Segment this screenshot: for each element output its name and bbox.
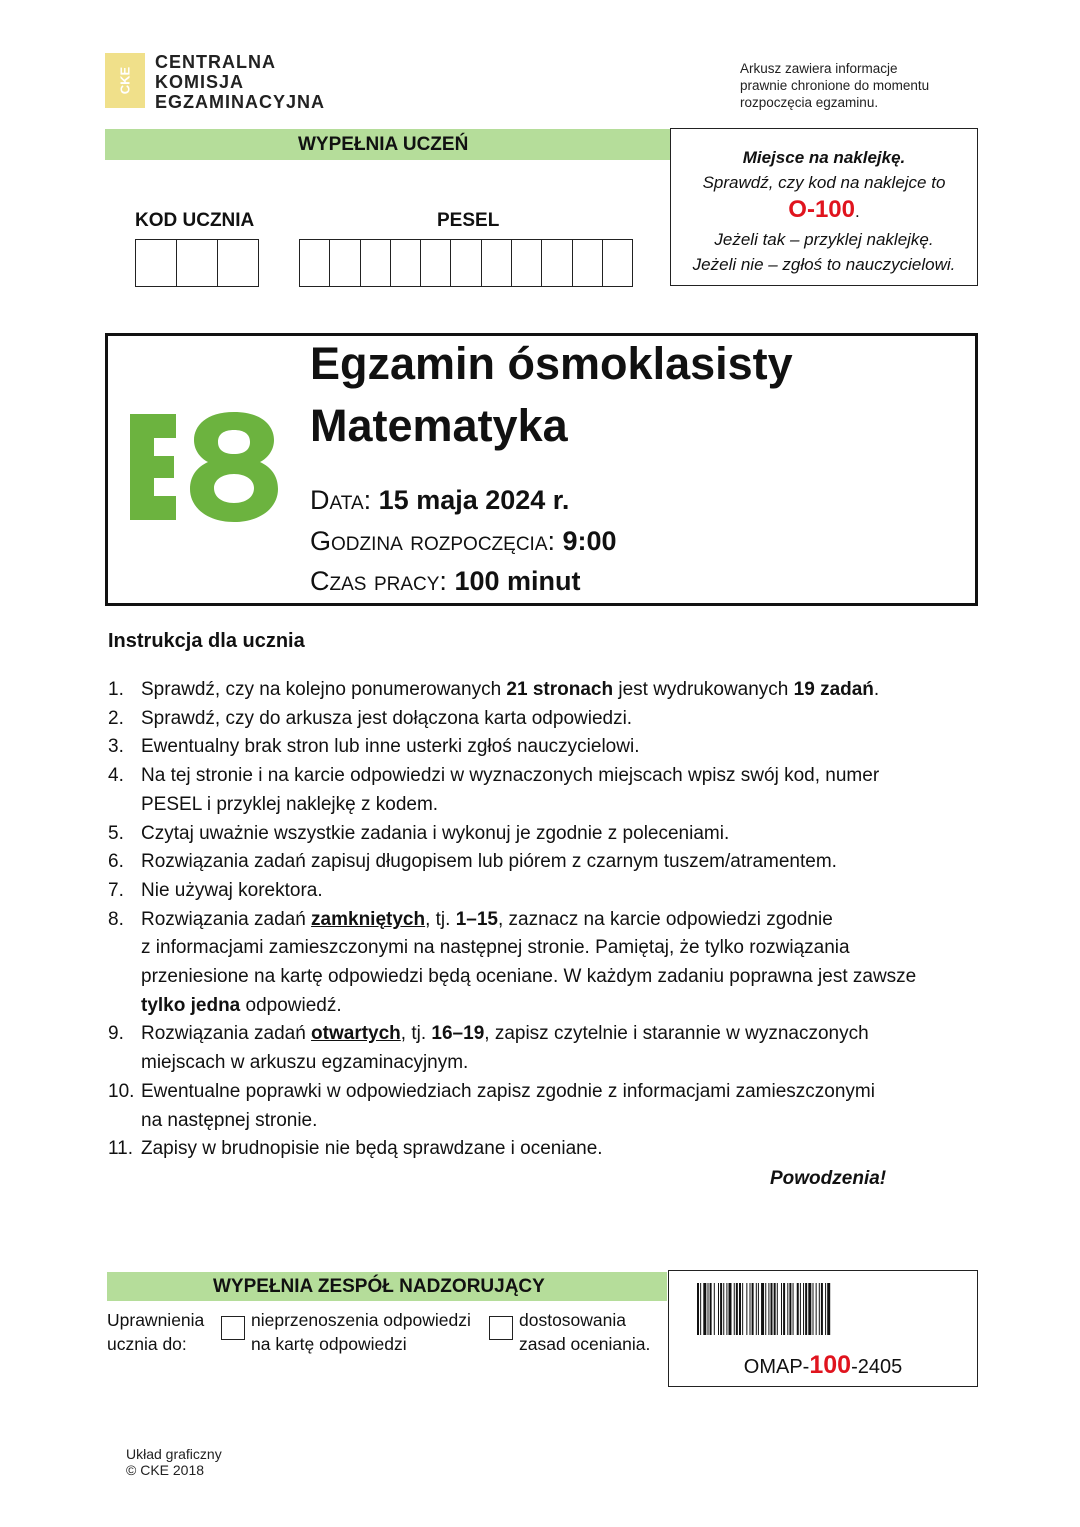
- item-text: PESEL i przyklej naklejkę z kodem.: [141, 793, 439, 815]
- item-underlined: otwartych: [311, 1023, 401, 1045]
- exam-duration: [310, 566, 580, 597]
- e8-logo: [130, 412, 278, 522]
- start-label: Godzina rozpoczęcia:: [310, 526, 556, 556]
- item-text: Ewentualne poprawki w odpowiedziach zapisz zgodnie z informacjami zamieszczonymi: [141, 1080, 875, 1102]
- item-text: jest wydrukowanych: [613, 679, 794, 700]
- item-text: Ewentualny brak stron lub inne usterki zgłoś nauczycielowi.: [141, 736, 640, 758]
- pesel-box[interactable]: [451, 240, 481, 286]
- footer-line-2: © CKE 2018: [126, 1462, 205, 1478]
- item-number: 7.: [108, 879, 124, 901]
- exam-start: [310, 526, 617, 557]
- item-number: 8.: [108, 908, 124, 930]
- item-text: , zapisz czytelnie i starannie w wyznaczonych: [484, 1023, 869, 1045]
- pesel-box[interactable]: [512, 240, 542, 286]
- confidential-line-2: prawnie chronione do momentu: [740, 78, 930, 93]
- e8-logo-e: [130, 414, 176, 520]
- item-text: z informacjami zamieszczonymi na następnej stronie. Pamiętaj, że tylko rozwiązania: [141, 937, 850, 959]
- permissions-line-2: ucznia do:: [107, 1334, 187, 1354]
- barcode-number: 100: [809, 1351, 852, 1379]
- e8-logo-8: [190, 412, 278, 522]
- date-value: 15 maja 2024 r.: [378, 485, 570, 515]
- org-name-line-3: EGZAMINACYJNA: [155, 92, 326, 112]
- pesel-boxes[interactable]: [299, 239, 633, 287]
- item-text: Sprawdź, czy na kolejno ponumerowanych: [141, 679, 507, 700]
- adjusted-grading-label: [519, 1308, 650, 1356]
- duration-value: 100 minut: [454, 566, 581, 596]
- pesel-box[interactable]: [300, 240, 330, 286]
- item-text: , tj.: [400, 1023, 432, 1045]
- list-item: [108, 705, 978, 734]
- list-item: [108, 820, 978, 849]
- pesel-box[interactable]: [603, 240, 632, 286]
- no-transfer-label: [251, 1308, 471, 1356]
- adjusted-grading-checkbox[interactable]: [489, 1316, 513, 1340]
- org-name-line-2: KOMISJA: [155, 72, 245, 92]
- cke-logo-letters: CKE: [117, 66, 133, 95]
- org-name: [155, 52, 325, 112]
- item-text: Rozwiązania zadań: [141, 1023, 312, 1045]
- item-number: 3.: [108, 736, 124, 758]
- item-bold: 16–19: [431, 1023, 485, 1045]
- item-text: Rozwiązania zadań: [141, 908, 312, 930]
- list-item: [108, 1078, 978, 1135]
- adjusted-grading-line-2: zasad oceniania.: [519, 1334, 651, 1354]
- supervisor-section-title: WYPEŁNIA ZESPÓŁ NADZORUJĄCY: [213, 1275, 545, 1297]
- list-item: [108, 1135, 978, 1164]
- code-box[interactable]: [177, 240, 218, 286]
- list-item: [108, 676, 978, 705]
- item-number: 9.: [108, 1023, 124, 1045]
- org-name-line-1: CENTRALNA: [155, 52, 276, 72]
- footer-line-1: Układ graficzny: [126, 1446, 222, 1462]
- item-number: 4.: [108, 765, 124, 787]
- item-underlined: zamkniętych: [311, 908, 426, 930]
- item-text: Czytaj uważnie wszystkie zadania i wykonuj je zgodnie z poleceniami.: [141, 822, 730, 844]
- item-text: przeniesione na kartę odpowiedzi będą oceniane. W każdym zadaniu poprawna jest zawsze: [141, 966, 917, 988]
- pesel-label: PESEL: [437, 210, 500, 231]
- pesel-box[interactable]: [330, 240, 360, 286]
- barcode-box: [668, 1270, 978, 1387]
- date-label: Data:: [310, 485, 372, 515]
- list-item: [108, 762, 978, 819]
- barcode-code: [669, 1351, 977, 1380]
- item-text: Rozwiązania zadań zapisuj długopisem lub piórem z czarnym tuszem/atramentem.: [141, 851, 837, 873]
- adjusted-grading-line-1: dostosowania: [519, 1310, 627, 1330]
- sticker-line-2: Sprawdź, czy kod na naklejce to: [702, 173, 946, 192]
- item-bold: 1–15: [455, 908, 498, 930]
- item-text: , tj.: [425, 908, 456, 930]
- list-item: [108, 906, 978, 1021]
- duration-label: Czas pracy:: [310, 566, 447, 596]
- item-text: Nie używaj korektora.: [141, 879, 323, 901]
- start-value: 9:00: [562, 526, 617, 556]
- item-number: 1.: [108, 679, 124, 700]
- item-bold: 21 stronach: [506, 679, 614, 700]
- sticker-line-3: Jeżeli tak – przyklej naklejkę.: [714, 230, 934, 249]
- confidential-notice: [740, 60, 929, 111]
- item-bold: 19 zadań: [793, 679, 874, 700]
- list-item: [108, 1020, 978, 1077]
- item-number: 6.: [108, 851, 124, 873]
- barcode-prefix: OMAP-: [743, 1356, 810, 1378]
- student-code-boxes[interactable]: [135, 239, 259, 287]
- item-text: , zaznacz na karcie odpowiedzi zgodnie: [498, 908, 833, 930]
- instructions-list: [108, 676, 978, 1164]
- list-item: [108, 848, 978, 877]
- student-section-bar: [105, 129, 670, 160]
- confidential-line-1: Arkusz zawiera informacje: [740, 61, 898, 76]
- permissions-label: [107, 1308, 204, 1356]
- student-code-label: KOD UCZNIA: [135, 210, 255, 231]
- item-text: .: [873, 679, 880, 700]
- item-bold: tylko jedna: [141, 994, 241, 1016]
- closing-text: Powodzenia!: [770, 1168, 887, 1189]
- cke-logo-mark: [105, 53, 145, 108]
- item-text: Sprawdź, czy do arkusza jest dołączona karta odpowiedzi.: [141, 707, 633, 729]
- permissions-line-1: Uprawnienia: [107, 1310, 205, 1330]
- item-number: 5.: [108, 822, 124, 844]
- item-text: Zapisy w brudnopisie nie będą sprawdzane i oceniane.: [141, 1138, 603, 1160]
- item-number: 10.: [108, 1080, 135, 1102]
- sticker-line-1: Miejsce na naklejkę.: [742, 148, 906, 167]
- item-text: odpowiedź.: [240, 994, 342, 1016]
- footer: [126, 1446, 222, 1478]
- supervisor-section-bar: [107, 1272, 667, 1301]
- student-section-title: WYPEŁNIA UCZEŃ: [298, 133, 469, 155]
- item-text: miejscach w arkuszu egzaminacyjnym.: [141, 1052, 469, 1074]
- no-transfer-checkbox[interactable]: [221, 1316, 245, 1340]
- no-transfer-line-2: na kartę odpowiedzi: [251, 1334, 407, 1354]
- item-number: 2.: [108, 707, 124, 729]
- exam-subject: Matematyka: [310, 400, 568, 451]
- item-number: 11.: [108, 1138, 134, 1160]
- barcode-image: [697, 1283, 949, 1335]
- pesel-box[interactable]: [361, 240, 391, 286]
- instructions-heading: Instrukcja dla ucznia: [108, 630, 305, 652]
- pesel-box[interactable]: [542, 240, 572, 286]
- pesel-box[interactable]: [421, 240, 451, 286]
- confidential-line-3: rozpoczęcia egzaminu.: [740, 95, 879, 110]
- list-item: [108, 733, 978, 762]
- pesel-box[interactable]: [391, 240, 421, 286]
- no-transfer-line-1: nieprzenoszenia odpowiedzi: [251, 1310, 471, 1330]
- barcode-suffix: -2405: [851, 1356, 903, 1378]
- item-text: na następnej stronie.: [141, 1109, 318, 1131]
- list-item: [108, 877, 978, 906]
- exam-date: [310, 485, 569, 516]
- sticker-line-4: Jeżeli nie – zgłoś to nauczycielowi.: [692, 255, 956, 274]
- exam-title: Egzamin ósmoklasisty: [310, 338, 793, 389]
- code-box[interactable]: [136, 240, 177, 286]
- pesel-box[interactable]: [482, 240, 512, 286]
- code-box[interactable]: [218, 240, 258, 286]
- sticker-area: Miejsce na naklejkę. Sprawdź, czy kod na naklejce to O-100. Jeżeli tak – przyklej naklejkę. Jeżeli nie – zgłoś to nauczycielowi.: [670, 128, 978, 286]
- item-text: Na tej stronie i na karcie odpowiedzi w wyznaczonych miejscach wpisz swój kod, numer: [141, 765, 880, 787]
- pesel-box[interactable]: [573, 240, 603, 286]
- sticker-code: O-100: [788, 196, 855, 223]
